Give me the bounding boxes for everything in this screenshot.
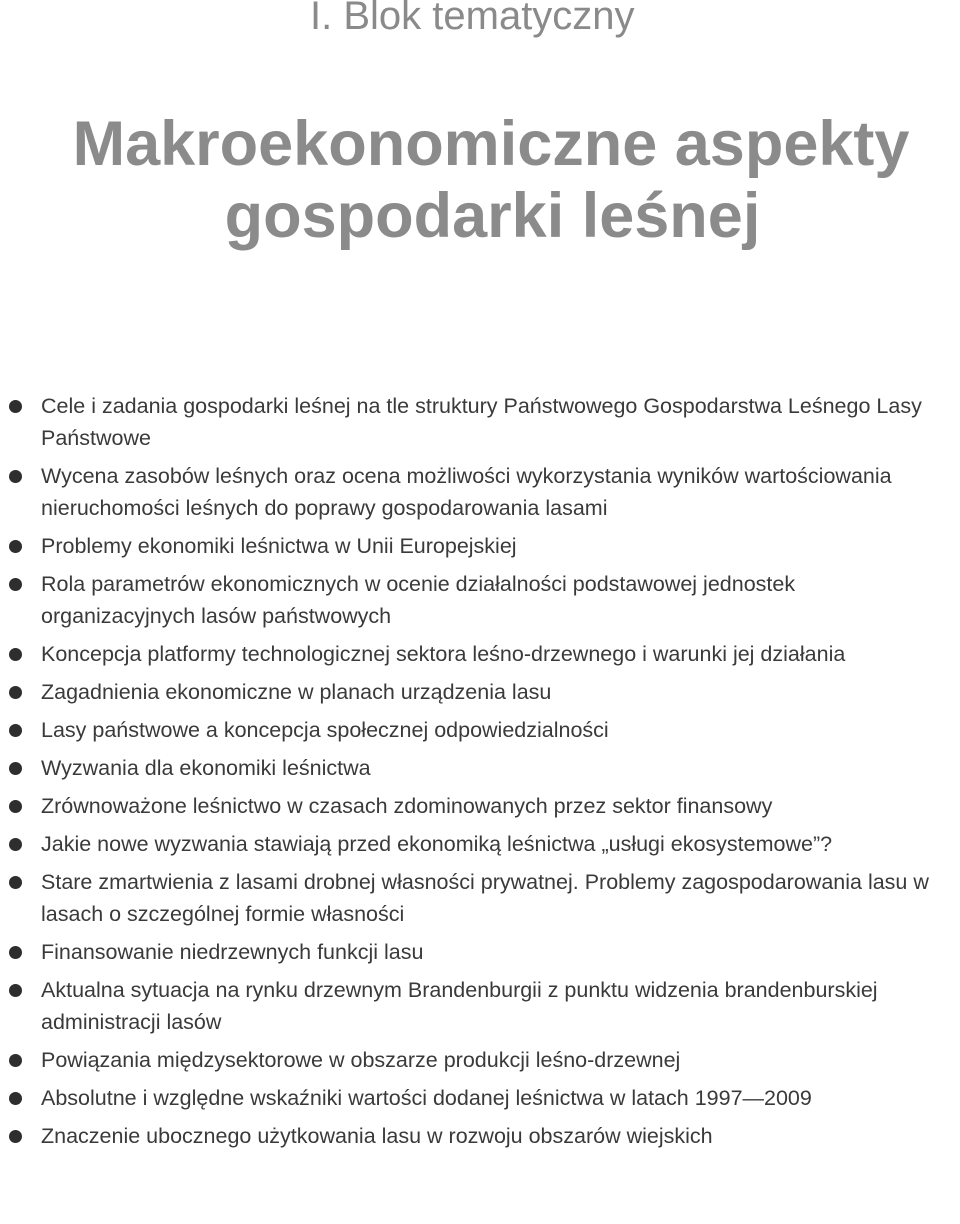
page-title-line-1: Makroekonomiczne aspekty [72, 109, 910, 179]
list-item [0, 530, 960, 562]
bullet-icon [9, 800, 22, 813]
list-item [0, 1044, 960, 1076]
list-item-text: Aktualna sytuacja na rynku drzewnym Brandenburgii z punktu widzenia brandenburskiej administracji lasów [41, 978, 878, 1034]
bullet-icon [9, 540, 22, 553]
list-item-text: Powiązania międzysektorowe w obszarze produkcji leśno-drzewnej [41, 1048, 681, 1072]
page-title-line-2: gospodarki leśnej [224, 181, 761, 251]
list-item [0, 460, 960, 524]
list-item [0, 714, 960, 746]
list-item [0, 790, 960, 822]
list-item-text: Absolutne i względne wskaźniki wartości dodanej leśnictwa w latach 1997—2009 [41, 1086, 812, 1110]
list-item [0, 866, 960, 930]
list-item [0, 1082, 960, 1114]
list-item-text: Znaczenie ubocznego użytkowania lasu w rozwoju obszarów wiejskich [41, 1124, 713, 1148]
bullet-icon [9, 838, 22, 851]
bullet-icon [9, 1092, 22, 1105]
bullet-icon [9, 724, 22, 737]
list-item [0, 936, 960, 968]
list-item-text: Wyzwania dla ekonomiki leśnictwa [41, 756, 371, 780]
list-item-text: Koncepcja platformy technologicznej sektora leśno-drzewnego i warunki jej działania [41, 642, 846, 666]
bullet-icon [9, 686, 22, 699]
bullet-icon [9, 946, 22, 959]
list-item [0, 568, 960, 632]
bullet-icon [9, 876, 22, 889]
bullet-icon [9, 762, 22, 775]
list-item [0, 390, 960, 454]
bullet-icon [9, 578, 22, 591]
list-item [0, 676, 960, 708]
list-item [0, 1120, 960, 1152]
list-item-text: Jakie nowe wyzwania stawiają przed ekonomiką leśnictwa „usługi ekosystemowe”? [41, 832, 833, 856]
section-label: I. Blok tematyczny [310, 0, 635, 38]
bullet-icon [9, 648, 22, 661]
list-item-text: Cele i zadania gospodarki leśnej na tle struktury Państwowego Gospodarstwa Leśnego Lasy Państwowe [41, 394, 922, 450]
list-item-text: Rola parametrów ekonomicznych w ocenie działalności podstawowej jednostek organizacyjnych lasów państwowych [41, 572, 796, 628]
page-title [0, 108, 960, 252]
list-item-text: Wycena zasobów leśnych oraz ocena możliwości wykorzystania wyników wartościowania nieruchomości leśnych do poprawy gospodarowania lasami [41, 464, 892, 520]
list-item-text: Zrównoważone leśnictwo w czasach zdominowanych przez sektor finansowy [41, 794, 773, 818]
list-item-text: Finansowanie niedrzewnych funkcji lasu [41, 940, 424, 964]
list-item [0, 828, 960, 860]
list-item-text: Zagadnienia ekonomiczne w planach urządzenia lasu [41, 680, 552, 704]
bullet-icon [9, 470, 22, 483]
list-item-text: Stare zmartwienia z lasami drobnej własności prywatnej. Problemy zagospodarowania lasu w lasach o szczególnej formie własności [41, 870, 929, 926]
bullet-icon [9, 400, 22, 413]
bullet-icon [9, 1130, 22, 1143]
bullet-icon [9, 1054, 22, 1067]
topic-list [0, 390, 960, 1158]
list-item-text: Problemy ekonomiki leśnictwa w Unii Europejskiej [41, 534, 517, 558]
bullet-icon [9, 984, 22, 997]
list-item [0, 638, 960, 670]
list-item-text: Lasy państwowe a koncepcja społecznej odpowiedzialności [41, 718, 609, 742]
list-item [0, 974, 960, 1038]
list-item [0, 752, 960, 784]
